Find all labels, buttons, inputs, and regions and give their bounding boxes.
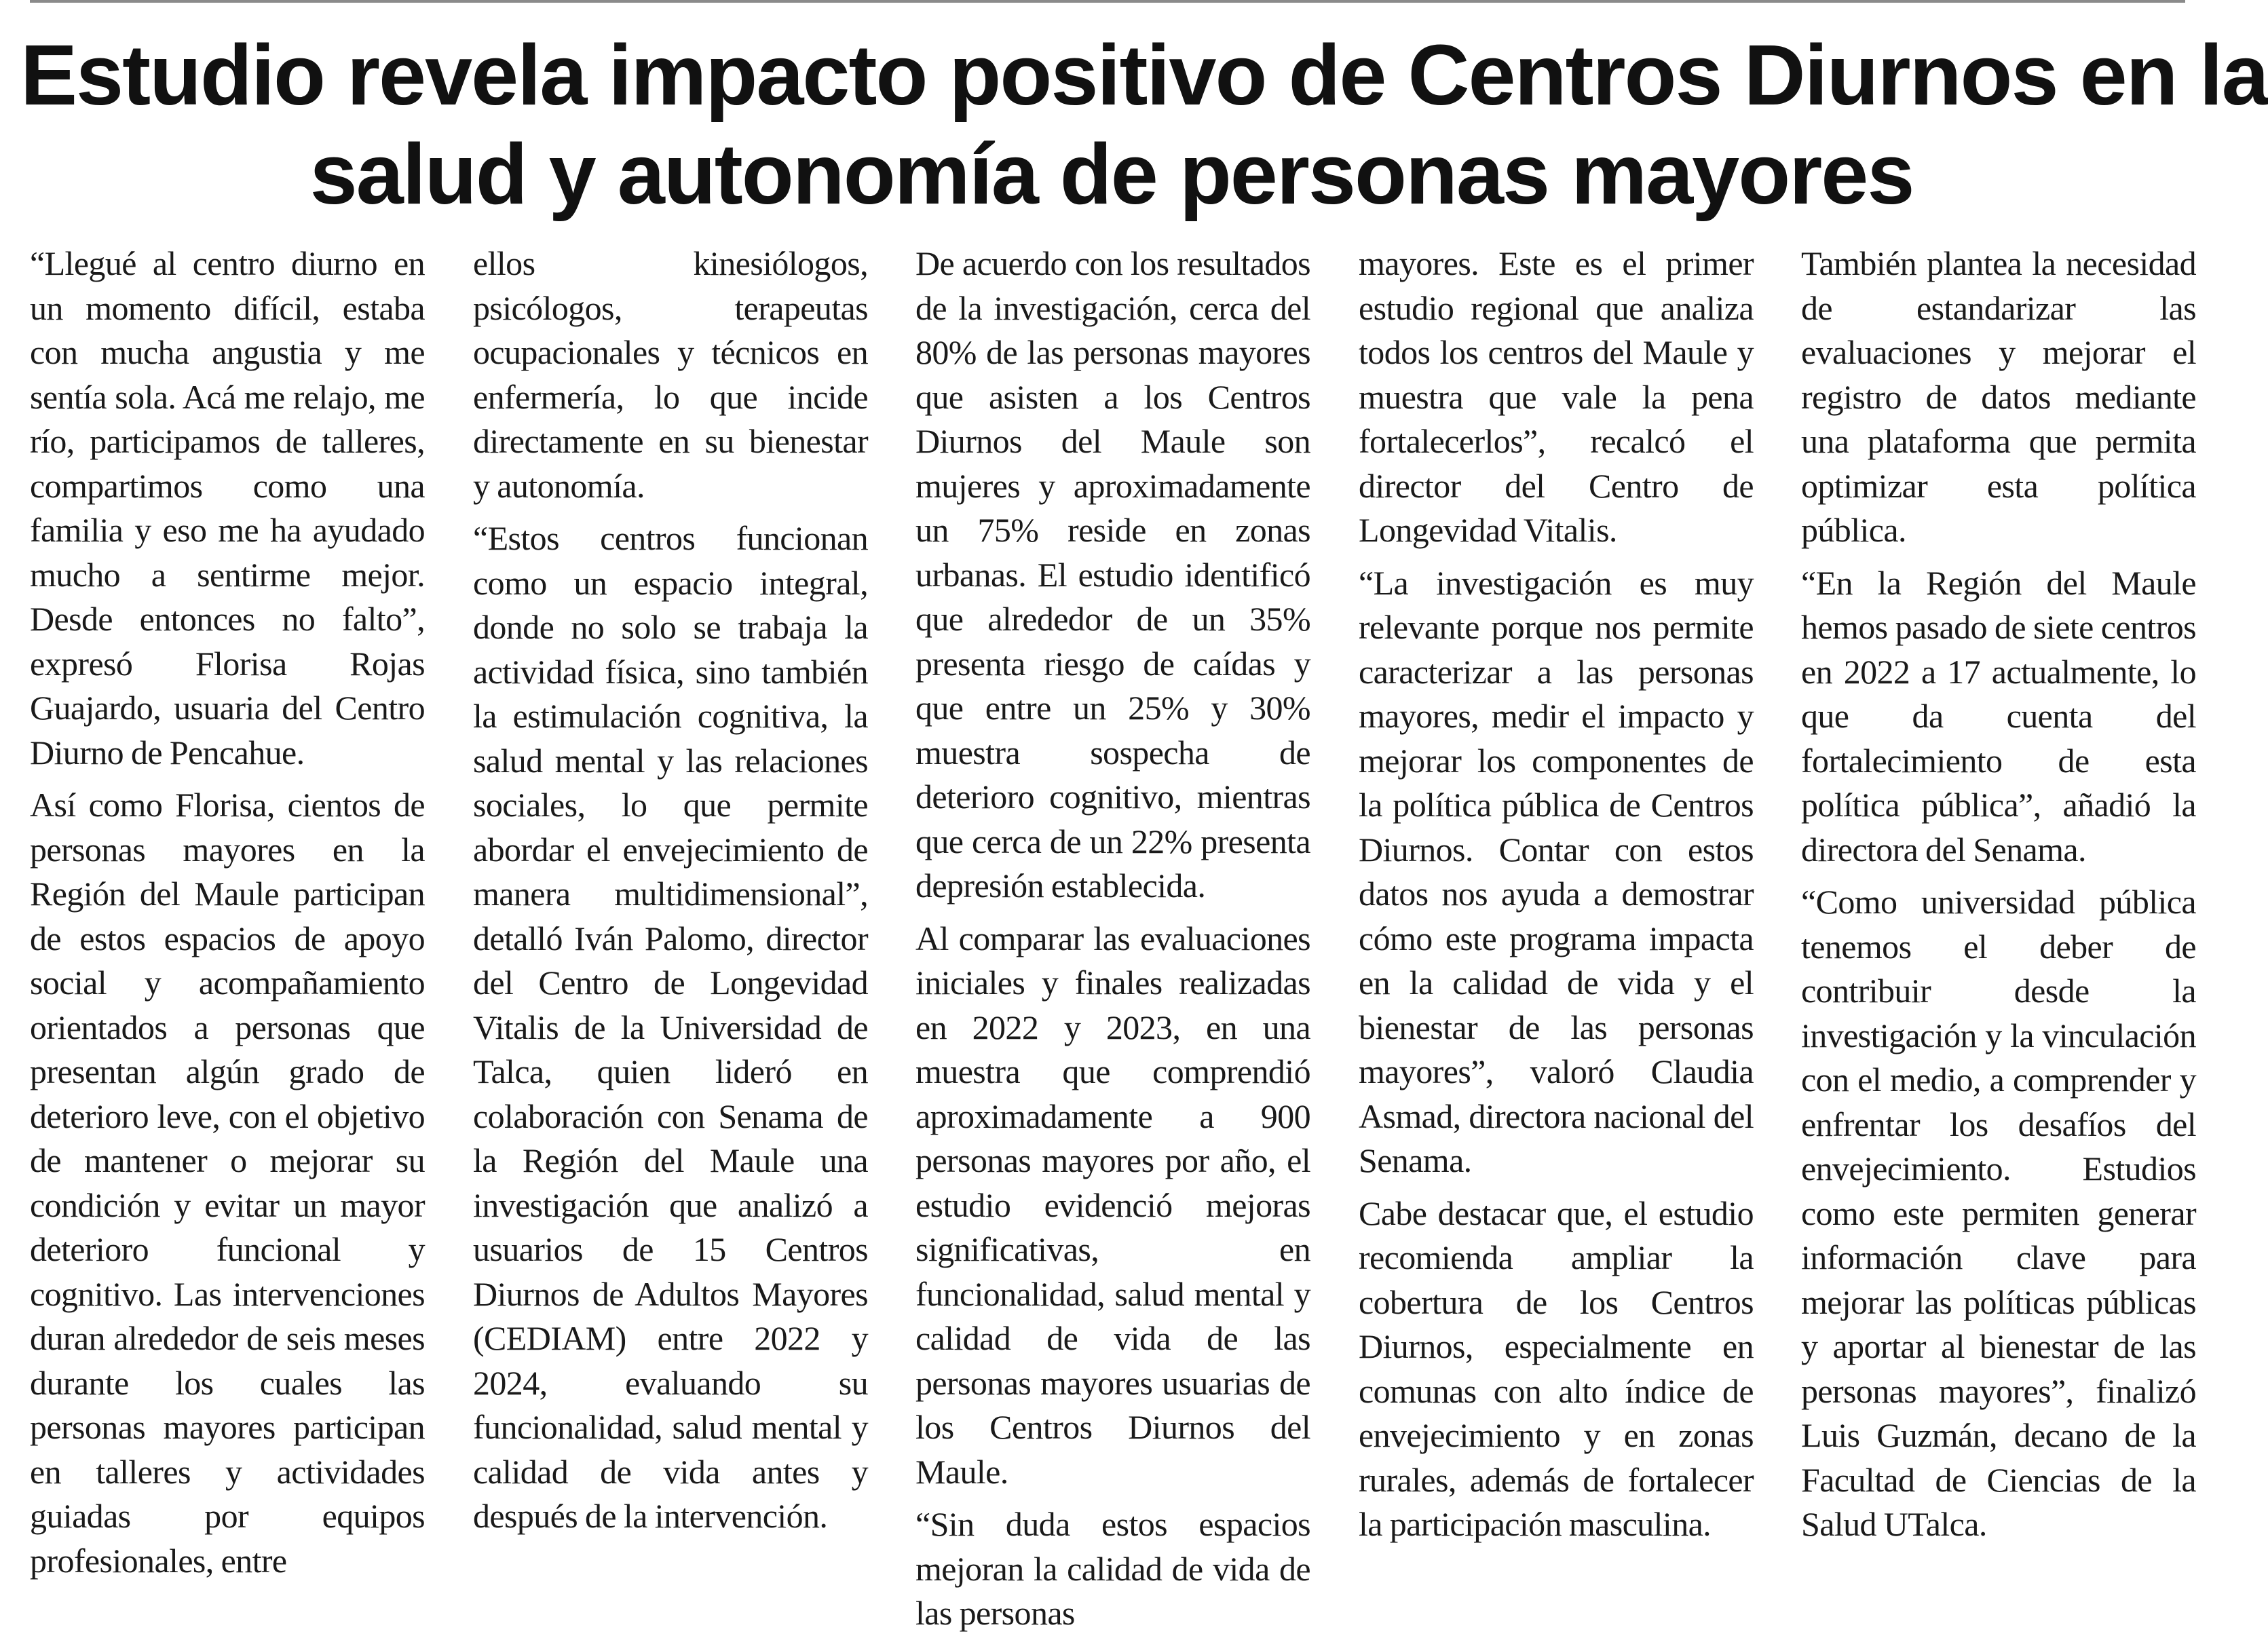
paragraph: Al comparar las evaluaciones iniciales y finales realizadas en 2022 y 2023, en una muestra que comprendió aproximadamente a 900 personas mayores por año, el estudio evidenció mejoras significativas, en funcionalidad, salud mental y calidad de vida de las personas mayores usuarias de los Centros Diurnos del Maule. (915, 919, 1310, 1491)
column-3 (915, 242, 1310, 1632)
paragraph: ellos kinesiólogos, psicólogos, terapeutas ocupacionales y técnicos en enfermería, lo que incide directamente en su bienestar y autonomía. (473, 244, 868, 505)
paragraph: De acuerdo con los resultados de la investigación, cerca del 80% de las personas mayores que asisten a los Centros Diurnos del Maule son mujeres y aproximadamente un 75% reside en zonas urbanas. El estudio identificó que alrededor de un 35% presenta riesgo de caídas y que entre un 25% y 30% muestra sospecha de deterioro cognitivo, mientras que cerca de un 22% presenta depresión establecida. (915, 244, 1310, 905)
paragraph: “En la Región del Maule hemos pasado de siete centros en 2022 a 17 actualmente, lo que da cuenta del fortalecimiento de esta política pública”, añadió la directora del Senama. (1801, 563, 2196, 869)
column-4 (1359, 242, 1754, 1543)
headline-line-1: Estudio revela impacto positivo de Centros Diurnos en la (20, 27, 2268, 123)
paragraph: Cabe destacar que, el estudio recomienda ampliar la cobertura de los Centros Diurnos, especialmente en comunas con alto índice de envejecimiento y en zonas rurales, además de fortalecer la participación masculina. (1359, 1194, 1754, 1543)
column-1 (30, 242, 425, 1580)
paragraph: También plantea la necesidad de estandarizar las evaluaciones y mejorar el registro de datos mediante una plataforma que permita optimizar esta política pública. (1801, 244, 2196, 549)
paragraph: “Llegué al centro diurno en un momento difícil, estaba con mucha angustia y me sentía sola. Acá me relajo, me río, participamos de talleres, compartimos como una familia y eso me ha ayudado mucho a sentirme mejor. Desde entonces no falto”, expresó Florisa Rojas Guajardo, usuaria del Centro Diurno de Pencahue. (30, 244, 425, 772)
paragraph: “Como universidad pública tenemos el deber de contribuir desde la investigación y la vinculación con el medio, a comprender y enfrentar los desafíos del envejecimiento. Estudios como este permiten generar información clave para mejorar las políticas públicas y aportar al bienestar de las personas mayores”, finalizó Luis Guzmán, decano de la Facultad de Ciencias de la Salud UTalca. (1801, 883, 2196, 1543)
paragraph: mayores. Este es el primer estudio regional que analiza todos los centros del Maule y muestra que vale la pena fortalecerlos”, recalcó el director del Centro de Longevidad Vitalis. (1359, 244, 1754, 549)
article-body (30, 242, 2201, 1632)
paragraph: “Estos centros funcionan como un espacio integral, donde no solo se trabaja la actividad física, sino también la estimulación cognitiva, la salud mental y las relaciones sociales, lo que permite abordar el envejecimiento de manera multidimensional”, detalló Iván Palomo, director del Centro de Longevidad Vitalis de la Universidad de Talca, quien lideró en colaboración con Senama de la Región del Maule una investigación que analizó a usuarios de 15 Centros Diurnos de Adultos Mayores (CEDIAM) entre 2022 y 2024, evaluando su funcionalidad, salud mental y calidad de vida antes y después de la intervención. (473, 519, 868, 1535)
column-5 (1801, 242, 2196, 1543)
headline (20, 26, 2268, 224)
headline-line-2: salud y autonomía de personas mayores (309, 126, 1914, 222)
paragraph: “La investigación es muy relevante porque nos permite caracterizar a las personas mayores, medir el impacto y mejorar los componentes de la política pública de Centros Diurnos. Contar con estos datos nos ayuda a demostrar cómo este programa impacta en la calidad de vida y el bienestar de las personas mayores”, valoró Claudia Asmad, directora nacional del Senama. (1359, 563, 1754, 1179)
top-rule (30, 0, 2185, 3)
paragraph: “Sin duda estos espacios mejoran la calidad de vida de las personas (915, 1505, 1310, 1632)
column-2 (473, 242, 868, 1535)
paragraph: Así como Florisa, cientos de personas mayores en la Región del Maule participan de estos espacios de apoyo social y acompañamiento orientados a personas que presentan algún grado de deterioro leve, con el objetivo de mantener o mejorar su condición y evitar un mayor deterioro funcional y cognitivo. Las intervenciones duran alrededor de seis meses durante los cuales las personas mayores participan en talleres y actividades guiadas por equipos profesionales, entre (30, 786, 425, 1580)
